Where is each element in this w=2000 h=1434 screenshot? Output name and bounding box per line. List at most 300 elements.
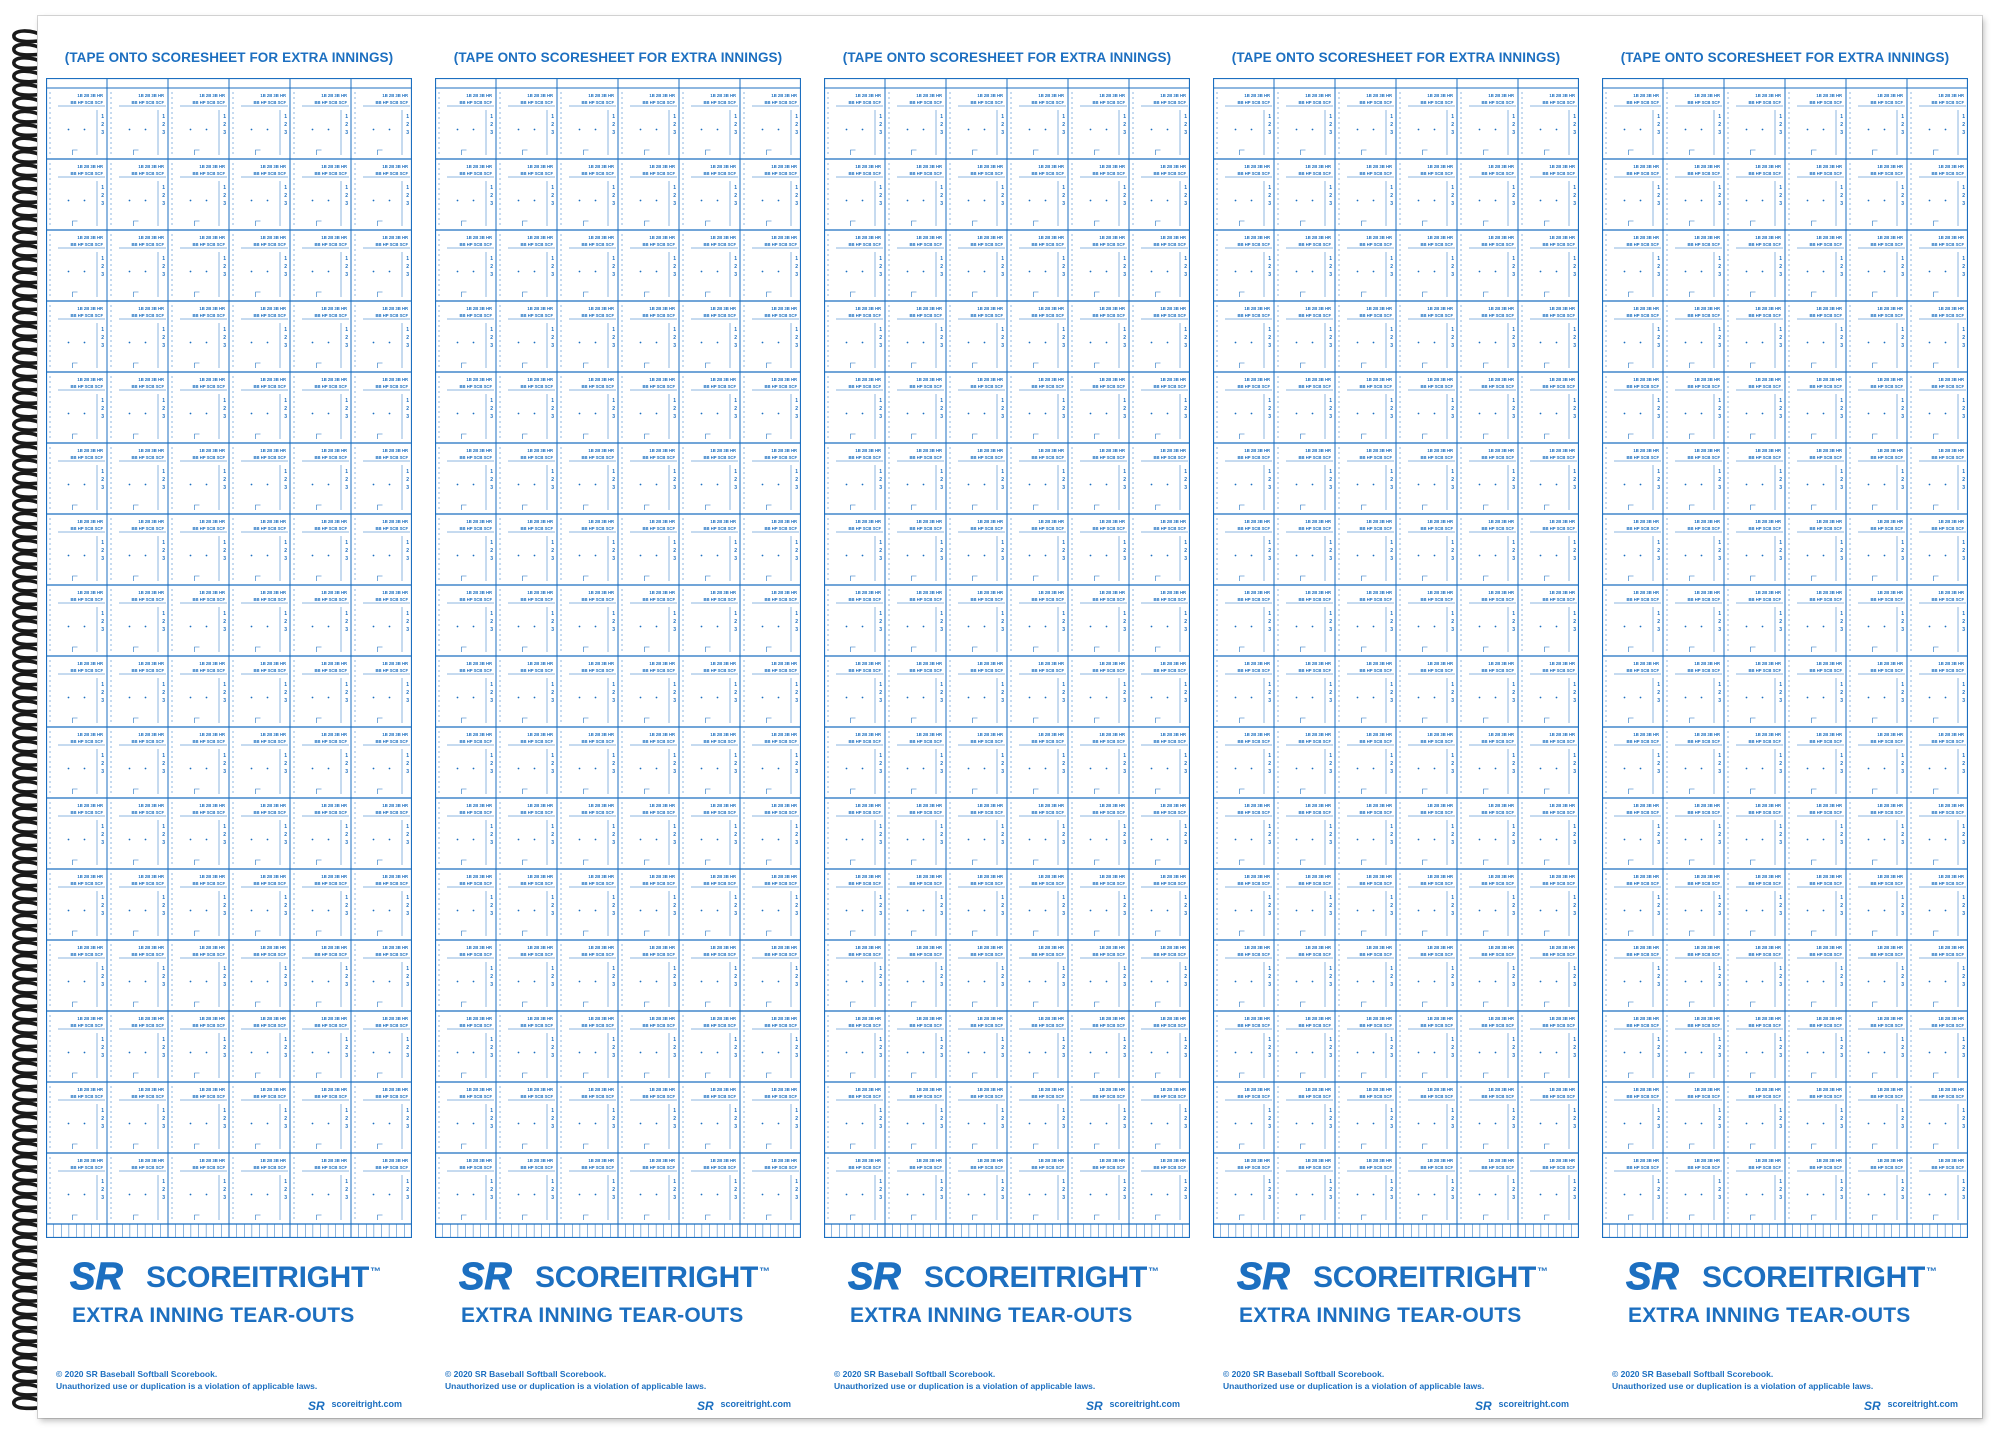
other-labels: BB HP SCB SCF bbox=[1481, 810, 1514, 815]
score-cell bbox=[1278, 1086, 1333, 1149]
out-number: 1 bbox=[1390, 753, 1393, 759]
score-cell bbox=[561, 660, 616, 723]
base-dot bbox=[595, 200, 597, 202]
base-dot bbox=[1312, 839, 1314, 841]
base-dot bbox=[1418, 271, 1420, 273]
other-labels: BB HP SCB SCF bbox=[253, 242, 286, 247]
out-number: 2 bbox=[406, 406, 409, 412]
out-number: 1 bbox=[879, 824, 882, 830]
diamond-mark bbox=[1156, 718, 1161, 723]
hit-labels: 1B 2B 3B HR bbox=[771, 235, 797, 240]
other-labels: BB HP SCB SCF bbox=[314, 810, 347, 815]
hit-labels: 1B 2B 3B HR bbox=[1160, 1087, 1186, 1092]
base-dot bbox=[778, 910, 780, 912]
out-number: 1 bbox=[612, 114, 615, 120]
out-number: 1 bbox=[612, 540, 615, 546]
diamond-mark bbox=[645, 789, 650, 794]
hit-labels: 1B 2B 3B HR bbox=[77, 945, 103, 950]
hit-labels: 1B 2B 3B HR bbox=[710, 1087, 736, 1092]
base-dot bbox=[778, 1194, 780, 1196]
out-number: 2 bbox=[1123, 690, 1126, 696]
diamond-mark bbox=[317, 505, 322, 510]
out-number: 3 bbox=[223, 1124, 226, 1130]
other-labels: BB HP SCB SCF bbox=[1092, 1023, 1125, 1028]
out-number: 1 bbox=[879, 540, 882, 546]
hit-labels: 1B 2B 3B HR bbox=[382, 164, 408, 169]
out-number: 2 bbox=[879, 974, 882, 980]
out-number: 3 bbox=[612, 911, 615, 917]
other-labels: BB HP SCB SCF bbox=[459, 100, 492, 105]
diamond-mark bbox=[1362, 150, 1367, 155]
hit-labels: 1B 2B 3B HR bbox=[260, 661, 286, 666]
base-dot bbox=[373, 697, 375, 699]
base-dot bbox=[640, 200, 642, 202]
other-labels: BB HP SCB SCF bbox=[581, 1023, 614, 1028]
base-dot bbox=[129, 200, 131, 202]
diamond-mark bbox=[462, 860, 467, 865]
diamond-mark bbox=[195, 505, 200, 510]
other-labels: BB HP SCB SCF bbox=[1420, 455, 1453, 460]
out-number: 2 bbox=[673, 335, 676, 341]
out-number: 3 bbox=[345, 1195, 348, 1201]
base-dot bbox=[1167, 697, 1169, 699]
other-labels: BB HP SCB SCF bbox=[703, 1165, 736, 1170]
score-cell bbox=[1278, 660, 1333, 723]
out-number: 1 bbox=[1390, 966, 1393, 972]
other-labels: BB HP SCB SCF bbox=[1153, 881, 1186, 886]
brand-name-text: SCOREITRIGHT bbox=[924, 1261, 1148, 1294]
base-dot bbox=[1251, 342, 1253, 344]
base-dot bbox=[1495, 1123, 1497, 1125]
hit-labels: 1B 2B 3B HR bbox=[138, 661, 164, 666]
website-url[interactable]: scoreitright.com bbox=[331, 1399, 402, 1409]
out-number: 1 bbox=[1451, 682, 1454, 688]
score-cell bbox=[1072, 447, 1127, 510]
out-number: 2 bbox=[551, 619, 554, 625]
out-number: 2 bbox=[795, 548, 798, 554]
out-number: 3 bbox=[1062, 414, 1065, 420]
score-cell bbox=[1011, 660, 1066, 723]
out-number: 2 bbox=[406, 264, 409, 270]
score-cell bbox=[1461, 731, 1516, 794]
diamond-mark bbox=[1545, 647, 1550, 652]
hit-labels: 1B 2B 3B HR bbox=[77, 235, 103, 240]
base-dot bbox=[1312, 1123, 1314, 1125]
out-number: 3 bbox=[1001, 130, 1004, 136]
diamond-mark bbox=[1095, 505, 1100, 510]
other-labels: BB HP SCB SCF bbox=[253, 1094, 286, 1099]
copyright-notice bbox=[56, 1368, 317, 1392]
diamond-mark bbox=[256, 860, 261, 865]
diamond-mark bbox=[462, 292, 467, 297]
diamond-mark bbox=[1034, 150, 1039, 155]
out-number: 2 bbox=[1512, 903, 1515, 909]
diamond-mark bbox=[1362, 292, 1367, 297]
hit-labels: 1B 2B 3B HR bbox=[321, 235, 347, 240]
diamond-mark bbox=[706, 931, 711, 936]
other-labels: BB HP SCB SCF bbox=[1420, 881, 1453, 886]
out-number: 1 bbox=[284, 966, 287, 972]
base-dot bbox=[389, 555, 391, 557]
out-number: 3 bbox=[1123, 1053, 1126, 1059]
diamond-mark bbox=[195, 789, 200, 794]
out-number: 1 bbox=[1573, 327, 1576, 333]
out-number: 3 bbox=[345, 1053, 348, 1059]
out-number: 3 bbox=[1451, 1053, 1454, 1059]
other-labels: BB HP SCB SCF bbox=[642, 1165, 675, 1170]
out-number: 2 bbox=[284, 406, 287, 412]
out-number: 3 bbox=[223, 201, 226, 207]
out-number: 1 bbox=[879, 753, 882, 759]
diamond-mark bbox=[1423, 505, 1428, 510]
out-number: 2 bbox=[101, 1045, 104, 1051]
base-dot bbox=[457, 413, 459, 415]
base-dot bbox=[1235, 910, 1237, 912]
score-cell bbox=[1461, 944, 1516, 1007]
score-cell bbox=[355, 1086, 410, 1149]
diamond-mark bbox=[912, 1144, 917, 1149]
score-cell bbox=[1133, 660, 1188, 723]
other-labels: BB HP SCB SCF bbox=[1237, 881, 1270, 886]
other-labels: BB HP SCB SCF bbox=[1153, 455, 1186, 460]
diamond-mark bbox=[1156, 150, 1161, 155]
out-number: 1 bbox=[1573, 824, 1576, 830]
base-dot bbox=[1479, 1052, 1481, 1054]
base-dot bbox=[457, 697, 459, 699]
out-number: 3 bbox=[162, 1195, 165, 1201]
hit-labels: 1B 2B 3B HR bbox=[1366, 164, 1392, 169]
out-number: 1 bbox=[162, 895, 165, 901]
out-number: 2 bbox=[101, 477, 104, 483]
out-number: 2 bbox=[1268, 335, 1271, 341]
diamond-mark bbox=[1423, 1002, 1428, 1007]
score-cell bbox=[1522, 660, 1577, 723]
base-dot bbox=[1479, 697, 1481, 699]
base-dot bbox=[328, 697, 330, 699]
score-cell bbox=[1133, 305, 1188, 368]
hit-labels: 1B 2B 3B HR bbox=[382, 803, 408, 808]
out-number: 1 bbox=[1512, 469, 1515, 475]
score-cell bbox=[744, 518, 799, 581]
base-dot bbox=[1556, 1052, 1558, 1054]
hit-labels: 1B 2B 3B HR bbox=[1099, 732, 1125, 737]
hit-labels: 1B 2B 3B HR bbox=[199, 1016, 225, 1021]
score-cell bbox=[355, 1015, 410, 1078]
out-number: 2 bbox=[1268, 1045, 1271, 1051]
diamond-mark bbox=[1240, 1073, 1245, 1078]
score-cell bbox=[1522, 731, 1577, 794]
base-dot bbox=[206, 768, 208, 770]
out-number: 3 bbox=[1268, 1195, 1271, 1201]
other-labels: BB HP SCB SCF bbox=[131, 384, 164, 389]
base-dot bbox=[640, 413, 642, 415]
diamond-mark bbox=[912, 434, 917, 439]
out-number: 2 bbox=[1512, 122, 1515, 128]
hit-labels: 1B 2B 3B HR bbox=[199, 1087, 225, 1092]
other-labels: BB HP SCB SCF bbox=[970, 384, 1003, 389]
out-number: 2 bbox=[1512, 690, 1515, 696]
diamond-mark bbox=[706, 292, 711, 297]
out-number: 2 bbox=[1123, 903, 1126, 909]
scoring-grid bbox=[824, 78, 1190, 1238]
hit-labels: 1B 2B 3B HR bbox=[77, 803, 103, 808]
out-number: 3 bbox=[1329, 769, 1332, 775]
other-labels: BB HP SCB SCF bbox=[1092, 242, 1125, 247]
score-cell bbox=[1400, 305, 1455, 368]
out-number: 3 bbox=[162, 1124, 165, 1130]
out-number: 1 bbox=[1573, 398, 1576, 404]
out-number: 3 bbox=[490, 272, 493, 278]
sr-small-logo-icon bbox=[308, 1399, 328, 1411]
out-number: 3 bbox=[734, 698, 737, 704]
base-dot bbox=[778, 555, 780, 557]
score-cell bbox=[1339, 163, 1394, 226]
other-labels: BB HP SCB SCF bbox=[1237, 1165, 1270, 1170]
diamond-mark bbox=[523, 1215, 528, 1220]
out-number: 2 bbox=[101, 1116, 104, 1122]
diamond-mark bbox=[462, 150, 467, 155]
other-labels: BB HP SCB SCF bbox=[375, 455, 408, 460]
diamond-mark bbox=[1484, 1002, 1489, 1007]
base-dot bbox=[907, 697, 909, 699]
base-dot bbox=[518, 1123, 520, 1125]
out-number: 3 bbox=[1123, 627, 1126, 633]
base-dot bbox=[862, 981, 864, 983]
other-labels: BB HP SCB SCF bbox=[1031, 313, 1064, 318]
hit-labels: 1B 2B 3B HR bbox=[77, 661, 103, 666]
diamond-mark bbox=[973, 221, 978, 226]
score-cell bbox=[172, 660, 227, 723]
out-number: 2 bbox=[406, 903, 409, 909]
base-dot bbox=[778, 626, 780, 628]
score-cell bbox=[50, 163, 105, 226]
diamond-mark bbox=[317, 718, 322, 723]
out-number: 1 bbox=[406, 185, 409, 191]
base-dot bbox=[656, 981, 658, 983]
score-cell bbox=[1011, 589, 1066, 652]
base-dot bbox=[1251, 1194, 1253, 1196]
other-labels: BB HP SCB SCF bbox=[764, 313, 797, 318]
score-cell bbox=[50, 234, 105, 297]
out-number: 1 bbox=[1390, 1037, 1393, 1043]
out-number: 1 bbox=[795, 1108, 798, 1114]
diamond-mark bbox=[523, 647, 528, 652]
other-labels: BB HP SCB SCF bbox=[848, 881, 881, 886]
out-number: 3 bbox=[673, 201, 676, 207]
out-number: 3 bbox=[162, 343, 165, 349]
score-cell bbox=[439, 92, 494, 155]
diamond-mark bbox=[1034, 1002, 1039, 1007]
other-labels: BB HP SCB SCF bbox=[1153, 810, 1186, 815]
out-number: 2 bbox=[406, 1116, 409, 1122]
base-dot bbox=[1029, 484, 1031, 486]
out-number: 2 bbox=[406, 761, 409, 767]
other-labels: BB HP SCB SCF bbox=[970, 242, 1003, 247]
out-number: 3 bbox=[879, 627, 882, 633]
out-number: 3 bbox=[1184, 627, 1187, 633]
out-number: 2 bbox=[345, 264, 348, 270]
base-dot bbox=[84, 839, 86, 841]
other-labels: BB HP SCB SCF bbox=[253, 952, 286, 957]
score-cell bbox=[622, 234, 677, 297]
hit-labels: 1B 2B 3B HR bbox=[855, 448, 881, 453]
diamond-mark bbox=[973, 931, 978, 936]
hit-labels: 1B 2B 3B HR bbox=[1549, 1016, 1575, 1021]
base-dot bbox=[251, 413, 253, 415]
base-dot bbox=[68, 555, 70, 557]
score-cell bbox=[294, 447, 349, 510]
website-url[interactable]: scoreitright.com bbox=[720, 1399, 791, 1409]
out-number: 3 bbox=[1062, 485, 1065, 491]
out-number: 2 bbox=[879, 1116, 882, 1122]
score-cell bbox=[1072, 376, 1127, 439]
base-dot bbox=[1434, 768, 1436, 770]
base-dot bbox=[1312, 413, 1314, 415]
score-cell bbox=[1072, 518, 1127, 581]
out-number: 3 bbox=[551, 769, 554, 775]
base-dot bbox=[984, 697, 986, 699]
diamond-mark bbox=[767, 576, 772, 581]
base-dot bbox=[1357, 910, 1359, 912]
score-cell bbox=[111, 234, 166, 297]
hit-labels: 1B 2B 3B HR bbox=[1160, 164, 1186, 169]
base-dot bbox=[1479, 910, 1481, 912]
other-labels: BB HP SCB SCF bbox=[848, 455, 881, 460]
score-cell bbox=[1400, 660, 1455, 723]
out-number: 2 bbox=[284, 1116, 287, 1122]
other-labels: BB HP SCB SCF bbox=[1237, 242, 1270, 247]
base-dot bbox=[595, 981, 597, 983]
out-number: 1 bbox=[1123, 1108, 1126, 1114]
base-dot bbox=[1090, 342, 1092, 344]
hit-labels: 1B 2B 3B HR bbox=[1038, 945, 1064, 950]
diamond-mark bbox=[973, 1215, 978, 1220]
base-dot bbox=[701, 839, 703, 841]
out-number: 3 bbox=[284, 627, 287, 633]
other-labels: BB HP SCB SCF bbox=[1542, 739, 1575, 744]
other-labels: BB HP SCB SCF bbox=[909, 526, 942, 531]
base-dot bbox=[1434, 839, 1436, 841]
base-dot bbox=[145, 413, 147, 415]
out-number: 1 bbox=[612, 895, 615, 901]
diamond-mark bbox=[256, 1073, 261, 1078]
other-labels: BB HP SCB SCF bbox=[1092, 100, 1125, 105]
score-cell bbox=[744, 163, 799, 226]
out-number: 2 bbox=[1329, 335, 1332, 341]
other-labels: BB HP SCB SCF bbox=[192, 1094, 225, 1099]
base-dot bbox=[1151, 555, 1153, 557]
out-number: 2 bbox=[795, 619, 798, 625]
out-number: 2 bbox=[551, 761, 554, 767]
score-cell bbox=[889, 92, 944, 155]
out-number: 1 bbox=[551, 895, 554, 901]
base-dot bbox=[1434, 413, 1436, 415]
other-labels: BB HP SCB SCF bbox=[1542, 100, 1575, 105]
out-number: 3 bbox=[162, 982, 165, 988]
out-number: 3 bbox=[1390, 343, 1393, 349]
other-labels: BB HP SCB SCF bbox=[520, 1165, 553, 1170]
other-labels: BB HP SCB SCF bbox=[1420, 1094, 1453, 1099]
base-dot bbox=[267, 342, 269, 344]
base-dot bbox=[762, 413, 764, 415]
base-dot bbox=[1029, 839, 1031, 841]
score-cell bbox=[622, 1015, 677, 1078]
hit-labels: 1B 2B 3B HR bbox=[1099, 1016, 1125, 1021]
out-number: 2 bbox=[551, 1045, 554, 1051]
out-number: 1 bbox=[1123, 611, 1126, 617]
base-dot bbox=[1045, 129, 1047, 131]
out-number: 1 bbox=[490, 824, 493, 830]
base-dot bbox=[1418, 697, 1420, 699]
other-labels: BB HP SCB SCF bbox=[253, 668, 286, 673]
score-cell bbox=[1278, 802, 1333, 865]
hit-labels: 1B 2B 3B HR bbox=[77, 164, 103, 169]
other-labels: BB HP SCB SCF bbox=[1542, 597, 1575, 602]
website-url[interactable]: scoreitright.com bbox=[1109, 1399, 1180, 1409]
score-cell bbox=[172, 1086, 227, 1149]
out-number: 3 bbox=[673, 272, 676, 278]
hit-labels: 1B 2B 3B HR bbox=[1366, 590, 1392, 595]
out-number: 2 bbox=[795, 1187, 798, 1193]
out-number: 2 bbox=[1512, 477, 1515, 483]
other-labels: BB HP SCB SCF bbox=[764, 455, 797, 460]
diamond-mark bbox=[195, 931, 200, 936]
other-labels: BB HP SCB SCF bbox=[1359, 171, 1392, 176]
base-dot bbox=[84, 271, 86, 273]
hit-labels: 1B 2B 3B HR bbox=[649, 874, 675, 879]
out-number: 2 bbox=[1184, 1187, 1187, 1193]
diamond-mark bbox=[767, 221, 772, 226]
out-number: 3 bbox=[1062, 769, 1065, 775]
score-cell bbox=[889, 589, 944, 652]
hit-labels: 1B 2B 3B HR bbox=[710, 164, 736, 169]
hit-labels: 1B 2B 3B HR bbox=[466, 661, 492, 666]
out-number: 1 bbox=[551, 1108, 554, 1114]
out-number: 3 bbox=[1123, 1124, 1126, 1130]
base-dot bbox=[656, 484, 658, 486]
out-number: 3 bbox=[612, 1053, 615, 1059]
out-number: 1 bbox=[345, 185, 348, 191]
other-labels: BB HP SCB SCF bbox=[1359, 1094, 1392, 1099]
out-number: 2 bbox=[490, 903, 493, 909]
diamond-mark bbox=[851, 718, 856, 723]
other-labels: BB HP SCB SCF bbox=[192, 100, 225, 105]
diamond-mark bbox=[195, 1002, 200, 1007]
base-dot bbox=[923, 1123, 925, 1125]
base-dot bbox=[656, 413, 658, 415]
base-dot bbox=[68, 1194, 70, 1196]
other-labels: BB HP SCB SCF bbox=[642, 810, 675, 815]
base-dot bbox=[968, 697, 970, 699]
diamond-mark bbox=[584, 434, 589, 439]
out-number: 3 bbox=[1512, 982, 1515, 988]
out-number: 2 bbox=[1062, 832, 1065, 838]
score-cell bbox=[1400, 376, 1455, 439]
out-number: 2 bbox=[673, 1187, 676, 1193]
base-dot bbox=[1434, 555, 1436, 557]
other-labels: BB HP SCB SCF bbox=[1153, 952, 1186, 957]
diamond-mark bbox=[523, 860, 528, 865]
other-labels: BB HP SCB SCF bbox=[520, 526, 553, 531]
base-dot bbox=[1479, 484, 1481, 486]
other-labels: BB HP SCB SCF bbox=[581, 171, 614, 176]
score-cell bbox=[172, 163, 227, 226]
score-cell bbox=[50, 944, 105, 1007]
score-cell bbox=[172, 305, 227, 368]
base-dot bbox=[778, 484, 780, 486]
out-number: 3 bbox=[490, 840, 493, 846]
diamond-mark bbox=[256, 434, 261, 439]
